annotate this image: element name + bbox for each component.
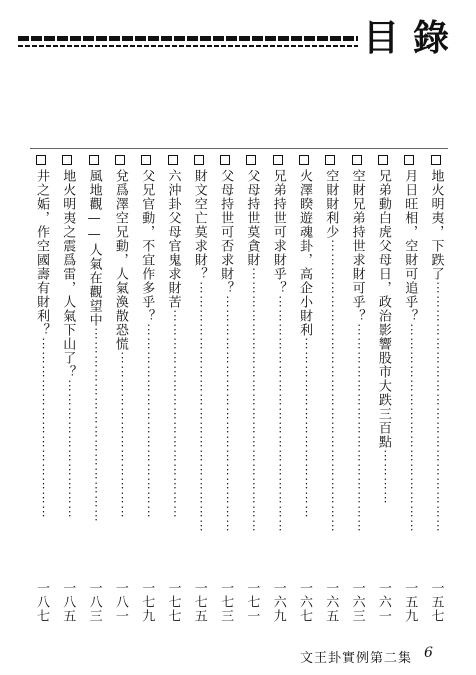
checkbox-marker-icon bbox=[194, 155, 204, 165]
toc-page-number: 一七一 bbox=[244, 581, 260, 623]
toc-entry-title: 兄弟動白虎父母日，政治影響股市大跌三百點⋯⋯⋯⋯ bbox=[375, 169, 391, 505]
toc-leader-dots: ⋯⋯⋯⋯ bbox=[375, 449, 391, 505]
toc-leader-dots: ⋯⋯⋯⋯⋯⋯⋯⋯⋯⋯⋯⋯⋯⋯⋯⋯⋯⋯ bbox=[428, 281, 444, 533]
checkbox-marker-icon bbox=[141, 155, 151, 165]
toc-entry bbox=[425, 150, 451, 625]
toc-entry-title: 火澤睽遊魂卦，高企小財利⋯⋯⋯⋯⋯⋯⋯⋯⋯⋯⋯⋯⋯ bbox=[297, 169, 312, 519]
toc-entry-title: 財文空亡莫求財？⋯⋯⋯⋯⋯⋯⋯⋯⋯⋯⋯⋯⋯⋯⋯⋯⋯⋯ bbox=[191, 169, 207, 533]
page-number: 6 bbox=[424, 645, 433, 661]
toc-entry bbox=[293, 150, 319, 625]
toc-page-number: 一六七 bbox=[297, 581, 312, 623]
decorative-rule-thin bbox=[18, 45, 358, 47]
toc-page-number: 一八一 bbox=[112, 581, 128, 623]
toc-entry-title: 地火明夷，下跌了⋯⋯⋯⋯⋯⋯⋯⋯⋯⋯⋯⋯⋯⋯⋯⋯⋯⋯ bbox=[428, 169, 444, 533]
toc-entry bbox=[267, 150, 293, 625]
toc-entry-title: 父兄官動，不宜作多乎？⋯⋯⋯⋯⋯⋯⋯⋯⋯⋯⋯⋯⋯⋯ bbox=[139, 169, 155, 519]
toc-entry bbox=[83, 150, 109, 625]
toc-page-number: 一五九 bbox=[402, 581, 418, 623]
toc-entry-title: 兄弟持世可求財乎？⋯⋯⋯⋯⋯⋯⋯⋯⋯⋯⋯⋯⋯⋯⋯⋯⋯ bbox=[270, 169, 286, 533]
toc-page-number: 一八五 bbox=[60, 581, 76, 623]
decorative-rule bbox=[18, 36, 358, 41]
toc-entry-title: 月日旺相，空財可追乎？⋯⋯⋯⋯⋯⋯⋯⋯⋯⋯⋯⋯⋯⋯⋯ bbox=[402, 169, 418, 533]
toc-leader-dots: ⋯⋯⋯⋯⋯⋯⋯⋯⋯⋯⋯⋯⋯⋯ bbox=[86, 327, 102, 523]
page-title: 目錄 bbox=[362, 18, 463, 59]
toc-page-number: 一六五 bbox=[323, 581, 339, 623]
toc-entry bbox=[319, 150, 345, 625]
checkbox-marker-icon bbox=[246, 155, 256, 165]
toc-entry bbox=[30, 150, 56, 625]
toc-entry bbox=[346, 150, 372, 625]
toc-leader-dots: ⋯⋯⋯⋯⋯⋯⋯⋯⋯⋯⋯⋯⋯⋯⋯ bbox=[349, 323, 365, 533]
toc-entry bbox=[214, 150, 240, 625]
toc-page-number: 一七七 bbox=[165, 581, 181, 623]
toc-page-number: 一八七 bbox=[34, 581, 49, 623]
toc-entry-title: 空財財利少⋯⋯⋯⋯⋯⋯⋯⋯⋯⋯⋯⋯⋯⋯⋯⋯⋯⋯⋯⋯⋯ bbox=[323, 169, 339, 533]
toc-leader-dots: ⋯⋯⋯⋯⋯⋯⋯⋯⋯⋯⋯⋯⋯⋯⋯ bbox=[402, 323, 418, 533]
toc-entry-title: 兌爲澤空兄動，人氣渙散恐慌⋯⋯⋯⋯⋯⋯⋯⋯⋯⋯⋯⋯ bbox=[112, 169, 128, 519]
toc-leader-dots: ⋯⋯⋯⋯⋯⋯⋯⋯⋯⋯⋯⋯⋯⋯⋯⋯⋯ bbox=[270, 295, 286, 533]
divider bbox=[30, 148, 448, 149]
toc-page-number: 一七三 bbox=[218, 581, 234, 623]
toc-leader-dots: ⋯⋯⋯⋯⋯⋯⋯⋯⋯⋯ bbox=[60, 379, 76, 519]
toc-entry bbox=[240, 150, 266, 625]
toc-page-number: 一七九 bbox=[139, 581, 155, 623]
toc-entry bbox=[398, 150, 424, 625]
toc-leader-dots: ⋯⋯⋯⋯⋯⋯⋯⋯⋯⋯⋯⋯ bbox=[112, 351, 128, 519]
toc-page-number: 一八三 bbox=[86, 581, 102, 623]
toc-leader-dots: ⋯⋯⋯⋯⋯⋯⋯⋯⋯⋯⋯⋯⋯⋯⋯⋯⋯ bbox=[218, 295, 234, 533]
toc-leader-dots: ⋯⋯⋯⋯⋯⋯⋯⋯⋯⋯⋯⋯⋯⋯⋯⋯⋯⋯⋯ bbox=[244, 267, 260, 533]
toc-entry-title: 地火明夷之震爲雷，人氣下山了？⋯⋯⋯⋯⋯⋯⋯⋯⋯⋯ bbox=[60, 169, 76, 519]
toc-entry-title: 六沖卦父母官鬼求財苦⋯⋯⋯⋯⋯⋯⋯⋯⋯⋯⋯⋯⋯⋯⋯ bbox=[165, 169, 181, 519]
toc-leader-dots: ⋯⋯⋯⋯⋯⋯⋯⋯⋯⋯⋯⋯⋯ bbox=[297, 337, 312, 519]
toc-entry bbox=[372, 150, 398, 625]
toc-entry bbox=[135, 150, 161, 625]
toc-leader-dots: ⋯⋯⋯⋯⋯⋯⋯⋯⋯⋯⋯⋯⋯⋯⋯ bbox=[165, 309, 181, 519]
checkbox-marker-icon bbox=[220, 155, 230, 165]
checkbox-marker-icon bbox=[273, 155, 283, 165]
checkbox-marker-icon bbox=[378, 155, 388, 165]
checkbox-marker-icon bbox=[299, 155, 309, 165]
toc-entry bbox=[109, 150, 135, 625]
checkbox-marker-icon bbox=[62, 155, 72, 165]
toc-leader-dots: ⋯⋯⋯⋯⋯⋯⋯⋯⋯⋯⋯⋯⋯ bbox=[34, 337, 49, 519]
toc-page-number: 一七五 bbox=[191, 581, 207, 623]
toc-entry-title: 父母持世莫貪財⋯⋯⋯⋯⋯⋯⋯⋯⋯⋯⋯⋯⋯⋯⋯⋯⋯⋯⋯ bbox=[244, 169, 260, 533]
checkbox-marker-icon bbox=[352, 155, 362, 165]
toc-leader-dots: ⋯⋯⋯⋯⋯⋯⋯⋯⋯⋯⋯⋯⋯⋯⋯⋯⋯⋯ bbox=[191, 281, 207, 533]
checkbox-marker-icon bbox=[89, 155, 99, 165]
toc-page-number: 一五七 bbox=[428, 581, 444, 623]
checkbox-marker-icon bbox=[115, 155, 125, 165]
table-of-contents bbox=[30, 150, 450, 625]
toc-leader-dots: ⋯⋯⋯⋯⋯⋯⋯⋯⋯⋯⋯⋯⋯⋯⋯⋯⋯⋯⋯⋯⋯ bbox=[323, 239, 339, 533]
toc-entry-title: 父母持世可否求財？⋯⋯⋯⋯⋯⋯⋯⋯⋯⋯⋯⋯⋯⋯⋯⋯⋯ bbox=[218, 169, 234, 533]
toc-entry bbox=[188, 150, 214, 625]
toc-entry-title: 井之姤，作空國壽有財利？⋯⋯⋯⋯⋯⋯⋯⋯⋯⋯⋯⋯⋯ bbox=[34, 169, 49, 519]
toc-entry-title: 風地觀——人氣在觀望中⋯⋯⋯⋯⋯⋯⋯⋯⋯⋯⋯⋯⋯⋯ bbox=[86, 169, 102, 523]
toc-page-number: 一六一 bbox=[375, 581, 391, 623]
toc-entry-title: 空財兄弟持世求財可乎？⋯⋯⋯⋯⋯⋯⋯⋯⋯⋯⋯⋯⋯⋯⋯ bbox=[349, 169, 365, 533]
checkbox-marker-icon bbox=[168, 155, 178, 165]
page-header bbox=[18, 14, 463, 64]
checkbox-marker-icon bbox=[36, 155, 46, 165]
toc-leader-dots: ⋯⋯⋯⋯⋯⋯⋯⋯⋯⋯⋯⋯⋯⋯ bbox=[139, 323, 155, 519]
checkbox-marker-icon bbox=[431, 155, 441, 165]
toc-entry bbox=[162, 150, 188, 625]
toc-entry bbox=[56, 150, 82, 625]
checkbox-marker-icon bbox=[325, 155, 335, 165]
toc-page-number: 一六三 bbox=[349, 581, 365, 623]
book-title: 文王卦實例第二集 bbox=[300, 651, 413, 666]
checkbox-marker-icon bbox=[404, 155, 414, 165]
toc-page-number: 一六九 bbox=[270, 581, 286, 623]
